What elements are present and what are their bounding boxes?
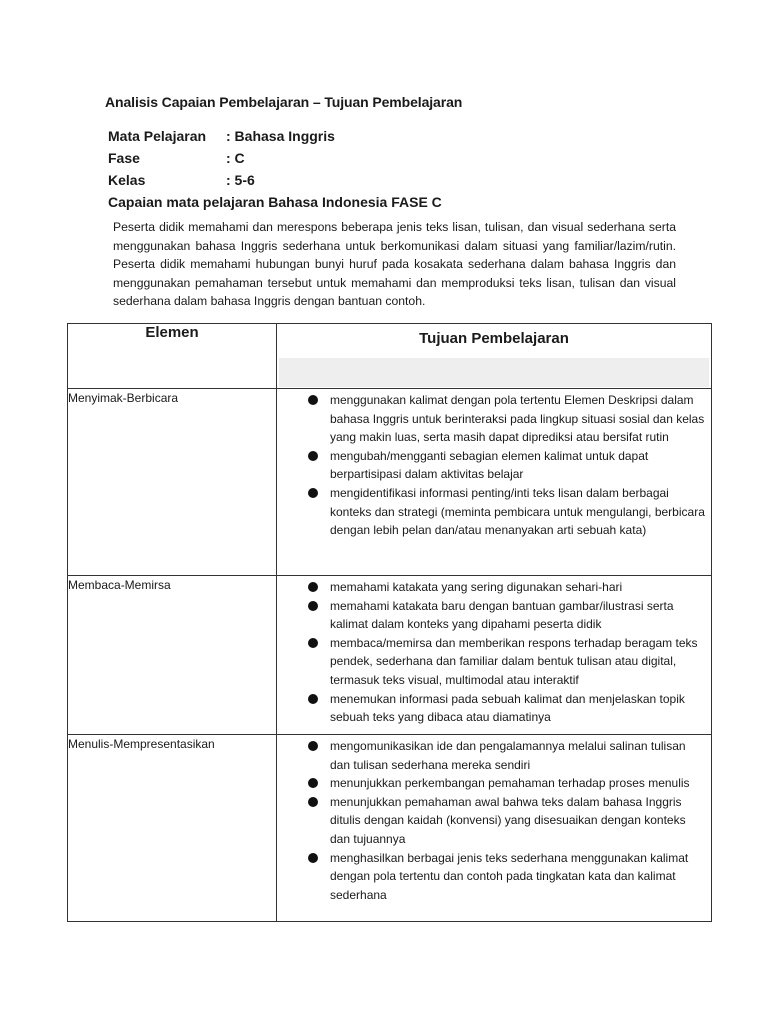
- elemen-cell: Membaca-Memirsa: [68, 576, 277, 735]
- header-shaded-band: [279, 358, 709, 387]
- bullet-icon: [308, 451, 318, 461]
- list-item-text: mengidentifikasi informasi penting/inti teks lisan dalam berbagai konteks dan strategi (meminta pembicara untuk mengulangi, berbicara dengan lebih pelan dan/atau menanyakan arti sebuah kata): [330, 485, 705, 538]
- meta-value: : 5-6: [226, 172, 255, 188]
- document-title: Analisis Capaian Pembelajaran – Tujuan Pembelajaran: [105, 94, 463, 110]
- tujuan-list: [277, 735, 711, 906]
- tujuan-list: [277, 389, 711, 542]
- list-item-text: memahami katakata baru dengan bantuan gambar/ilustrasi serta kalimat dalam konteks yang dipahami peserta didik: [330, 598, 674, 632]
- header-elemen: Elemen: [68, 324, 277, 389]
- tujuan-cell: [277, 735, 712, 922]
- list-item-text: menggunakan kalimat dengan pola tertentu Elemen Deskripsi dalam bahasa Inggris untuk berinteraksi pada lingkup situasi sosial dan kelas yang makin luas, serta masih dapat diprediksi atau bersifat rutin: [330, 393, 705, 445]
- bullet-icon: [308, 797, 318, 807]
- list-item: [308, 690, 705, 727]
- list-item-text: menunjukkan pemahaman awal bahwa teks dalam bahasa Inggris ditulis dengan kaidah (konvensi) yang disesuaikan dengan konteks dan tujuannya: [330, 794, 686, 846]
- list-item-text: membaca/memirsa dan memberikan respons terhadap beragam teks pendek, sederhana dan familiar dalam bentuk tulisan atau digital, termasuk teks visual, multimodal atau interaktif: [330, 635, 698, 687]
- list-item: [308, 484, 705, 540]
- table-row: [68, 735, 712, 922]
- elemen-cell: Menulis-Mempresentasikan: [68, 735, 277, 922]
- bullet-icon: [308, 741, 318, 751]
- meta-row-mata-pelajaran: [108, 125, 442, 147]
- bullet-icon: [308, 638, 318, 648]
- meta-label: Fase: [108, 150, 140, 166]
- list-item: [308, 634, 705, 690]
- bullet-icon: [308, 582, 318, 592]
- list-item-text: memahami katakata yang sering digunakan sehari-hari: [330, 580, 623, 594]
- bullet-icon: [308, 694, 318, 704]
- meta-value: : C: [226, 150, 245, 166]
- tujuan-cell: [277, 389, 712, 576]
- capaian-paragraph: Peserta didik memahami dan merespons beberapa jenis teks lisan, tulisan, dan visual sederhana serta menggunakan bahasa Inggris sederhana untuk berkomunikasi dalam situasi yang familiar/lazim/rutin. Peserta didik memahami hubungan bunyi huruf pada kosakata sederhana dalam bahasa Inggris dan menggunakan pemahaman tersebut untuk memahami dan memproduksi teks lisan, tulisan dan visual sederhana dalam bahasa Inggris dengan bantuan contoh.: [113, 220, 676, 309]
- bullet-icon: [308, 395, 318, 405]
- list-item: [308, 597, 705, 634]
- tujuan-cell: [277, 576, 712, 735]
- list-item-text: menunjukkan perkembangan pemahaman terhadap proses menulis: [330, 776, 690, 791]
- list-item-text: mengubah/mengganti sebagian elemen kalimat untuk dapat berpartisipasi dalam aktivitas belajar: [330, 448, 649, 482]
- table-row: [68, 576, 712, 735]
- meta-block: [108, 125, 442, 213]
- bullet-icon: [308, 488, 318, 498]
- list-item: [308, 774, 705, 793]
- list-item: [308, 849, 705, 905]
- tujuan-pembelajaran-table: [67, 323, 712, 922]
- list-item-text: mengomunikasikan ide dan pengalamannya melalui salinan tulisan dan tulisan sederhana mereka sendiri: [330, 739, 686, 772]
- list-item-text: menemukan informasi pada sebuah kalimat dan menjelaskan topik sebuah teks yang dibaca atau diamatinya: [330, 691, 685, 725]
- meta-label: Kelas: [108, 172, 146, 188]
- bullet-icon: [308, 778, 318, 788]
- list-item: [308, 793, 705, 849]
- tujuan-list: [277, 576, 711, 729]
- header-tujuan-cell: [277, 324, 712, 389]
- list-item: [308, 447, 705, 484]
- meta-value: : Bahasa Inggris: [226, 128, 335, 144]
- table-header-row: [68, 324, 712, 389]
- meta-row-fase: [108, 147, 442, 169]
- list-item: [308, 391, 705, 447]
- bullet-icon: [308, 853, 318, 863]
- capaian-heading: Capaian mata pelajaran Bahasa Indonesia FASE C: [108, 194, 442, 210]
- meta-label: Mata Pelajaran: [108, 128, 207, 144]
- table-row: [68, 389, 712, 576]
- header-tujuan: Tujuan Pembelajaran: [419, 330, 569, 347]
- meta-row-kelas: [108, 169, 442, 191]
- bullet-icon: [308, 601, 318, 611]
- list-item-text: menghasilkan berbagai jenis teks sederhana menggunakan kalimat dengan pola tertentu dan contoh pada tingkatan kata dan kalimat sederhana: [330, 850, 689, 902]
- list-item: [308, 578, 705, 597]
- elemen-cell: Menyimak-Berbicara: [68, 389, 277, 576]
- list-item: [308, 737, 705, 774]
